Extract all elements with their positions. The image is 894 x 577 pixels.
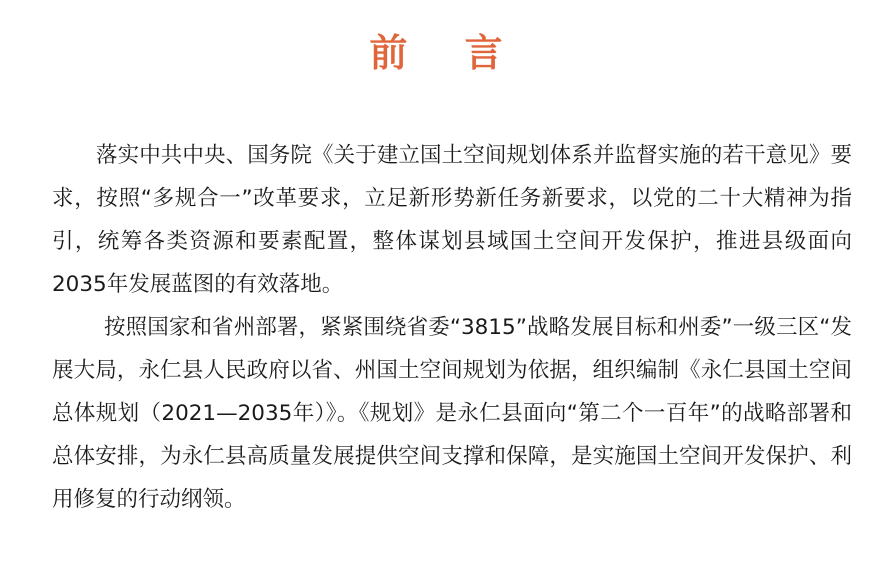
page-title: 前 言: [369, 30, 525, 75]
paragraph-2: 按照国家和省州部署，紧紧围绕省委“3815”战略发展目标和州委”一级三区“发展大局，永仁县人民政府以省、州国土空间规划为依据，组织编制《永仁县国土空间总体规划（2021—2035年）》。《规划》是永仁县面向“第二个一百年”的战略部署和总体安排，为永仁县高质量发展提供空间支撑和保障，是实施国土空间开发保护、利用修复的行动纲领。: [52, 315, 852, 512]
paragraph-1: 落实中共中央、国务院《关于建立国土空间规划体系并监督实施的若干意见》要求，按照“多规合一”改革要求，立足新形势新任务新要求，以党的二十大精神为指引，统筹各类资源和要素配置，整体谋划县域国土空间开发保护，推进县级面向2035年发展蓝图的有效落地。: [52, 143, 852, 297]
